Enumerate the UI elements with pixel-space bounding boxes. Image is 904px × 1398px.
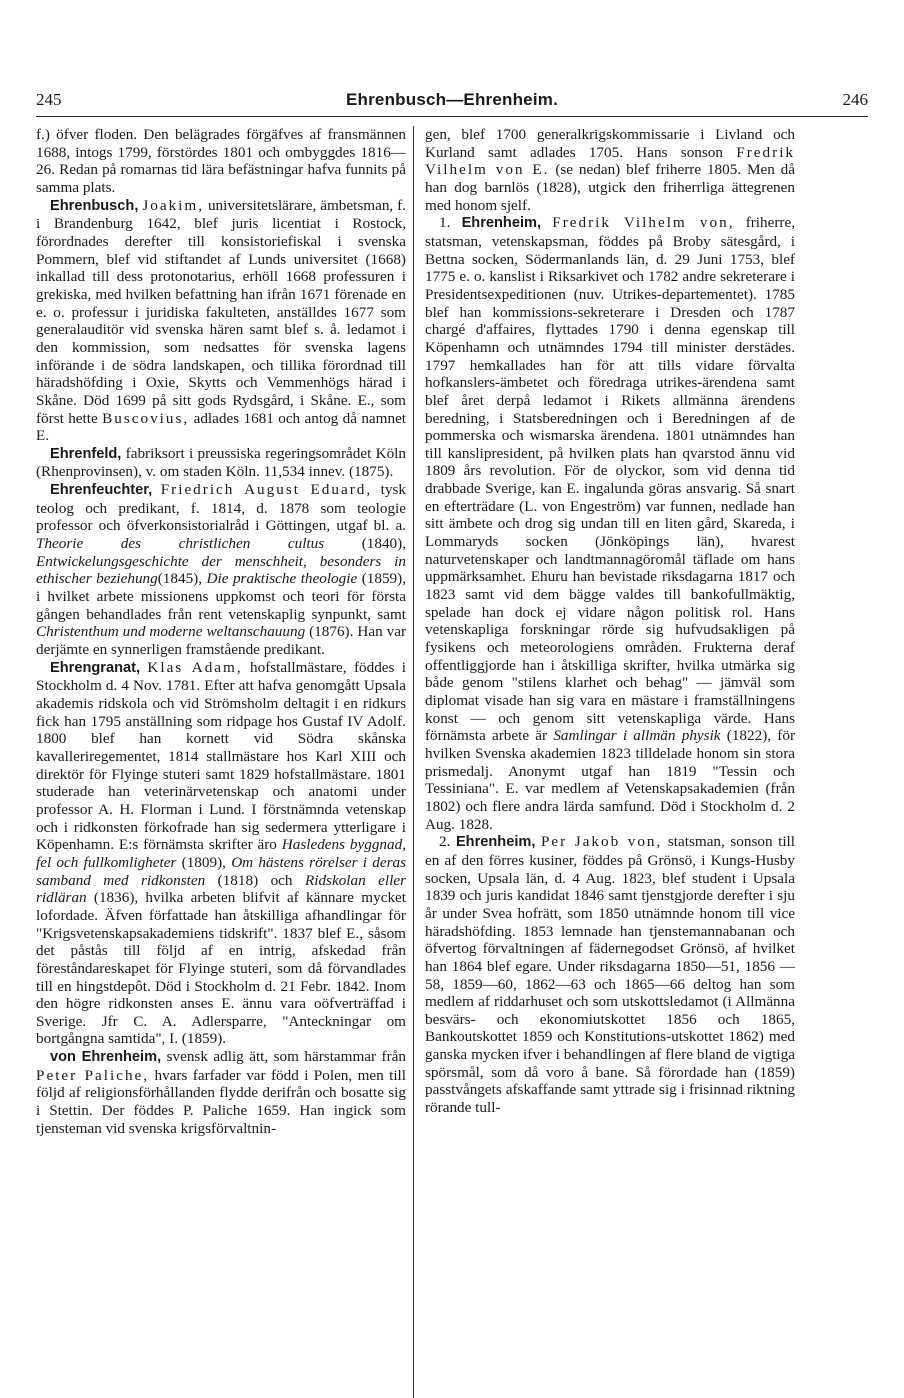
work-title: Ridskolan eller ridläran [36,871,406,907]
continued-paragraph: f.) öfver floden. Den belägrades förgäfves af fransmännen 1688, intogs 1799, förstördes 1801 och ombyggdes 1816—26. Redan på romarnas tid lära befästningar hafva funnits på samma plats. [36,126,406,196]
entry-headword: Ehrengranat, [50,659,141,676]
person-name: Buscovius, [102,409,190,427]
entry-text: (1840), [361,535,406,553]
entry-text: (1845), [157,570,203,588]
continued-paragraph [425,126,795,214]
entry-text: hofstallmästare, föddes i Stockholm d. 4 Nov. 1781. Efter att hafva genomgått Upsala akademis ridskola och vid Strömsholm deltagit i en ridkurs fick han 1795 anställning som ridpage hos Gustaf IV Adolf. 1800 blef han kornett vid Södra skånska kavalleriregementet, 1814 stallmästare hos Karl XIII och direktör för Flyinge stuteri samt 1829 hofstallmästare. 1801 studerade han veterinärvetenskap och anatomi under professor A. H. Florman i Lund. I förstnämnda vetenskap och i ridkonsten förkofrade han sig sedermera ytterligare i Köpenhamn. E:s förnämsta skrifter äro [36,658,407,854]
entry-headword: Ehrenbusch, [50,197,139,214]
page-number-right: 246 [842,90,868,109]
entry-text: (se nedan) blef friherre 1805. Men då han dog barnlös (1828), utgick den friherrliga ättegrenen med honom sjelf. [425,161,796,214]
left-column [36,126,406,1137]
entry-text: adlades 1681 och antog då namnet E. [36,409,407,445]
entry-von-ehrenheim [36,1048,406,1137]
work-title: Die praktische theologie [206,570,358,588]
entry-text: fabriksort i preussiska regeringsområdet Köln (Rhenprovinsen), v. om staden Köln. 11,534 innev. (1875). [36,444,406,481]
work-title: Christenthum und moderne weltanschauung [36,623,306,641]
entry-number: 2. [439,833,451,851]
entry-headword: Ehrenfeuchter, [50,482,153,499]
entry-text: (1859), i hvilket arbete missionens uppkomst och teori för första gången behandlades från rent vetenskaplig synpunkt, samt [36,570,406,623]
entry-text: (1822), för hvilken Svenska akademien 1823 tilldelade honom sin stora prismedalj. Anonymt utgaf han 1819 "Tessin och Tessiniana". E. var medlem af Vetenskapsakademien (från 1802) och flere andra lärda samfund. Död i Stockholm d. 2 Aug. 1828. [425,727,795,833]
entry-text: (1876). Han var derjämte en synnerligen framstående predikant. [36,623,407,659]
entry-number: 1. [439,214,451,232]
entry-ehrenheim-per [425,833,795,1117]
entry-ehrenfeuchter [36,481,406,659]
page-header [36,88,868,117]
entry-headword: Ehrenfeld, [50,445,122,462]
person-name: Fredrik Vilhelm von E. [425,143,796,179]
right-column [425,126,795,1117]
entry-text: svensk adlig ätt, som härstammar från [166,1048,406,1066]
entry-headword: Ehrenheim, [455,834,536,851]
person-name: Per Jakob von, [540,833,663,851]
entry-text: universitetslärare, ämbetsman, f. i Brandenburg 1642, blef juris licentiat i Rostock, förordnades derefter till konsistoriefiskal i svenska Pommern, blef vid stiftandet af Lunds universitet (1668) inkallad till dess protonotarius, erhöll 1668 professuren i grekiska, med hvilken befattning han ifrån 1671 förenade en e. o. professur i juridiska fakulteten, anställdes 1677 som generalauditör vid svenska hären samt blef s. å. ledamot i den kommission, som nedsattes för svenska lagens införande i de södra landskapen, och tillika förordnad till häradshöfding i Oxie, Skytts och Vemmenhögs härad i Skåne. Död 1699 på sitt gods Rydsgård, i Skåne. E., som först hette [36,196,406,427]
entry-text: (1809), [181,853,226,871]
person-name: Friedrich August Eduard, [160,481,373,499]
work-title: Theorie des christlichen cultus [36,535,325,553]
entry-ehrenheim-fredrik [425,214,795,833]
work-title: Hasledens byggnad, fel och fullkomligheter [36,836,407,871]
entry-text: hvars farfader var född i Polen, men till följd af religionsförhållanden flydde derifrån och bosatte sig i Stettin. Der föddes P. Paliche 1659. Han ingick som tjensteman vid svenska krigsförvaltnin- [36,1066,406,1137]
entry-text: (1818) och [217,871,293,889]
entry-headword: Ehrenheim, [461,215,542,232]
entry-ehrenbusch [36,197,406,445]
work-title: Om hästens rörelser i deras samband med ridkonsten [36,853,407,889]
entry-text: friherre, statsman, vetenskapsman, föddes på Broby sätesgård, i Bettna socken, Södermanlands län, d. 29 Juni 1753, blef 1775 e. o. kanslist i Riksarkivet och 1782 andre sekreterare i Presidentsexpeditionen (nuv. Utrikes-departementet). 1785 blef han kommissions-sekreterare i Dresden och 1787 chargé d'affaires, flyttades 1790 i denna egenskap till Köpenhamn och utnämndes 1794 till minister derstädes. 1797 hemkallades han för att tills vidare förvalta hofkanslers-ämbetet och föredraga utrikes-ärendena samt blef året derpå ledamot i Rikets allmänna ärendens beredning, i Statsberedningen och i Beredningen af de pommerska och wismarska ärendena. 1801 utnämndes han till kanslipresident, på hvilken plats han qvarstod ännu vid 1809 års revolution. För de olyckor, som vid denna tid drabbade Sverige, kan E. ingalunda göras ansvarig. Så snart en efterträdare (L. von Engeström) var funnen, nedlade han sitt ämbete och drog sig undan till en liten gård, Skareda, i Lommaryds socken (Jönköpings län), hvarest naturvetenskaper och landtmannagöromål täflade om hans uppmärksamhet. Ehuru han bevistade riksdagarna 1817 och 1823 samt vid dem bägge valdes till bankofullmäktig, spelade han dock ej vidare någon politisk rol. Hans vetenskapliga forskningar rörde sig hufvudsakligen på fysikens och meteorologiens områden. Frukterna deraf offentliggjorde han i åtskilliga skrifter, hvilka utmärka sig både genom "stilens klarhet och behag" — jämväl som diplomat visade han sig vara en mästare i framställningens konst — och genom sitt vetenskapliga värde. Hans förnämsta arbete är [425,214,796,745]
page-number-left: 245 [36,90,62,109]
person-name: Peter Paliche, [36,1066,150,1084]
entry-text: tysk teolog och predikant, f. 1814, d. 1878 som teologie professor och öfverkonsistorialråd i Göttingen, utgaf bl. a. [36,481,406,535]
work-title: Samlingar i allmän physik [553,727,721,745]
entry-headword: von Ehrenheim, [50,1049,162,1066]
column-divider [413,126,414,1398]
entry-text: gen, blef 1700 generalkrigskommissarie i Livland och Kurland samt adlades 1705. Hans sonson [425,126,795,161]
entry-ehrenfeld [36,445,406,481]
entry-ehrengranat [36,659,406,1048]
person-name: Klas Adam, [147,658,243,676]
running-head: Ehrenbusch—Ehrenheim. [345,90,559,109]
work-title: Entwickelungsgeschichte der menschheit, besonders in ethischer beziehung [36,552,406,588]
entry-text: (1836), hvilka arbeten blifvit af kännare mycket lofordade. Äfven författade han åtskilliga afhandlingar för "Krigsvetenskapsakademiens tidskrift". 1837 blef E., såsom det påstås till följd af en intrig, afskedad från föreståndareskapet för Flyinge stuteri, som då förvandlades till en hingstdepôt. Död i Stockholm d. 21 Febr. 1842. Inom den högre ridkonsten anses E. ännu vara oöfverträffad i Sverige. Jfr C. A. Adlersparre, "Anteckningar om bortgångna samtida", I. (1859). [36,889,406,1048]
person-name: Joakim, [142,196,204,214]
entry-text: statsman, sonson till en af den förres kusiner, föddes på Grönsö, i Kungs-Husby socken, Upsala län, d. 4 Aug. 1823, blef student i Upsala 1839 och juris kandidat 1846 samt tjenstgjorde derefter i sju år under Svea hofrätt, som 1850 utnämnde honom till vice häradshöfding. 1853 lemnade han tjenstemannabanan och öfvertog förvaltningen af fädernegodset Grönsö, af hvilket han 1864 blef egare. Under riksdagarna 1850—51, 1856 —58, 1859—60, 1862—63 och 1865—66 deltog han som medlem af riddarhuset och som utskottsledamot (i Allmänna besvärs- och ekonomiutskottet 1856 och 1865, Bankoutskottet 1859 och Konstitutions-utskottet 1862) med ganska mycken ifver i behandlingen af flere bland de vigtiga spörsmål, som då voro å bane. Så förordade han (1859) passtvångets afskaffande samt yttrade sig i frisinnad riktning rörande tull- [425,833,795,1117]
person-name: Fredrik Vilhelm von, [552,214,735,232]
